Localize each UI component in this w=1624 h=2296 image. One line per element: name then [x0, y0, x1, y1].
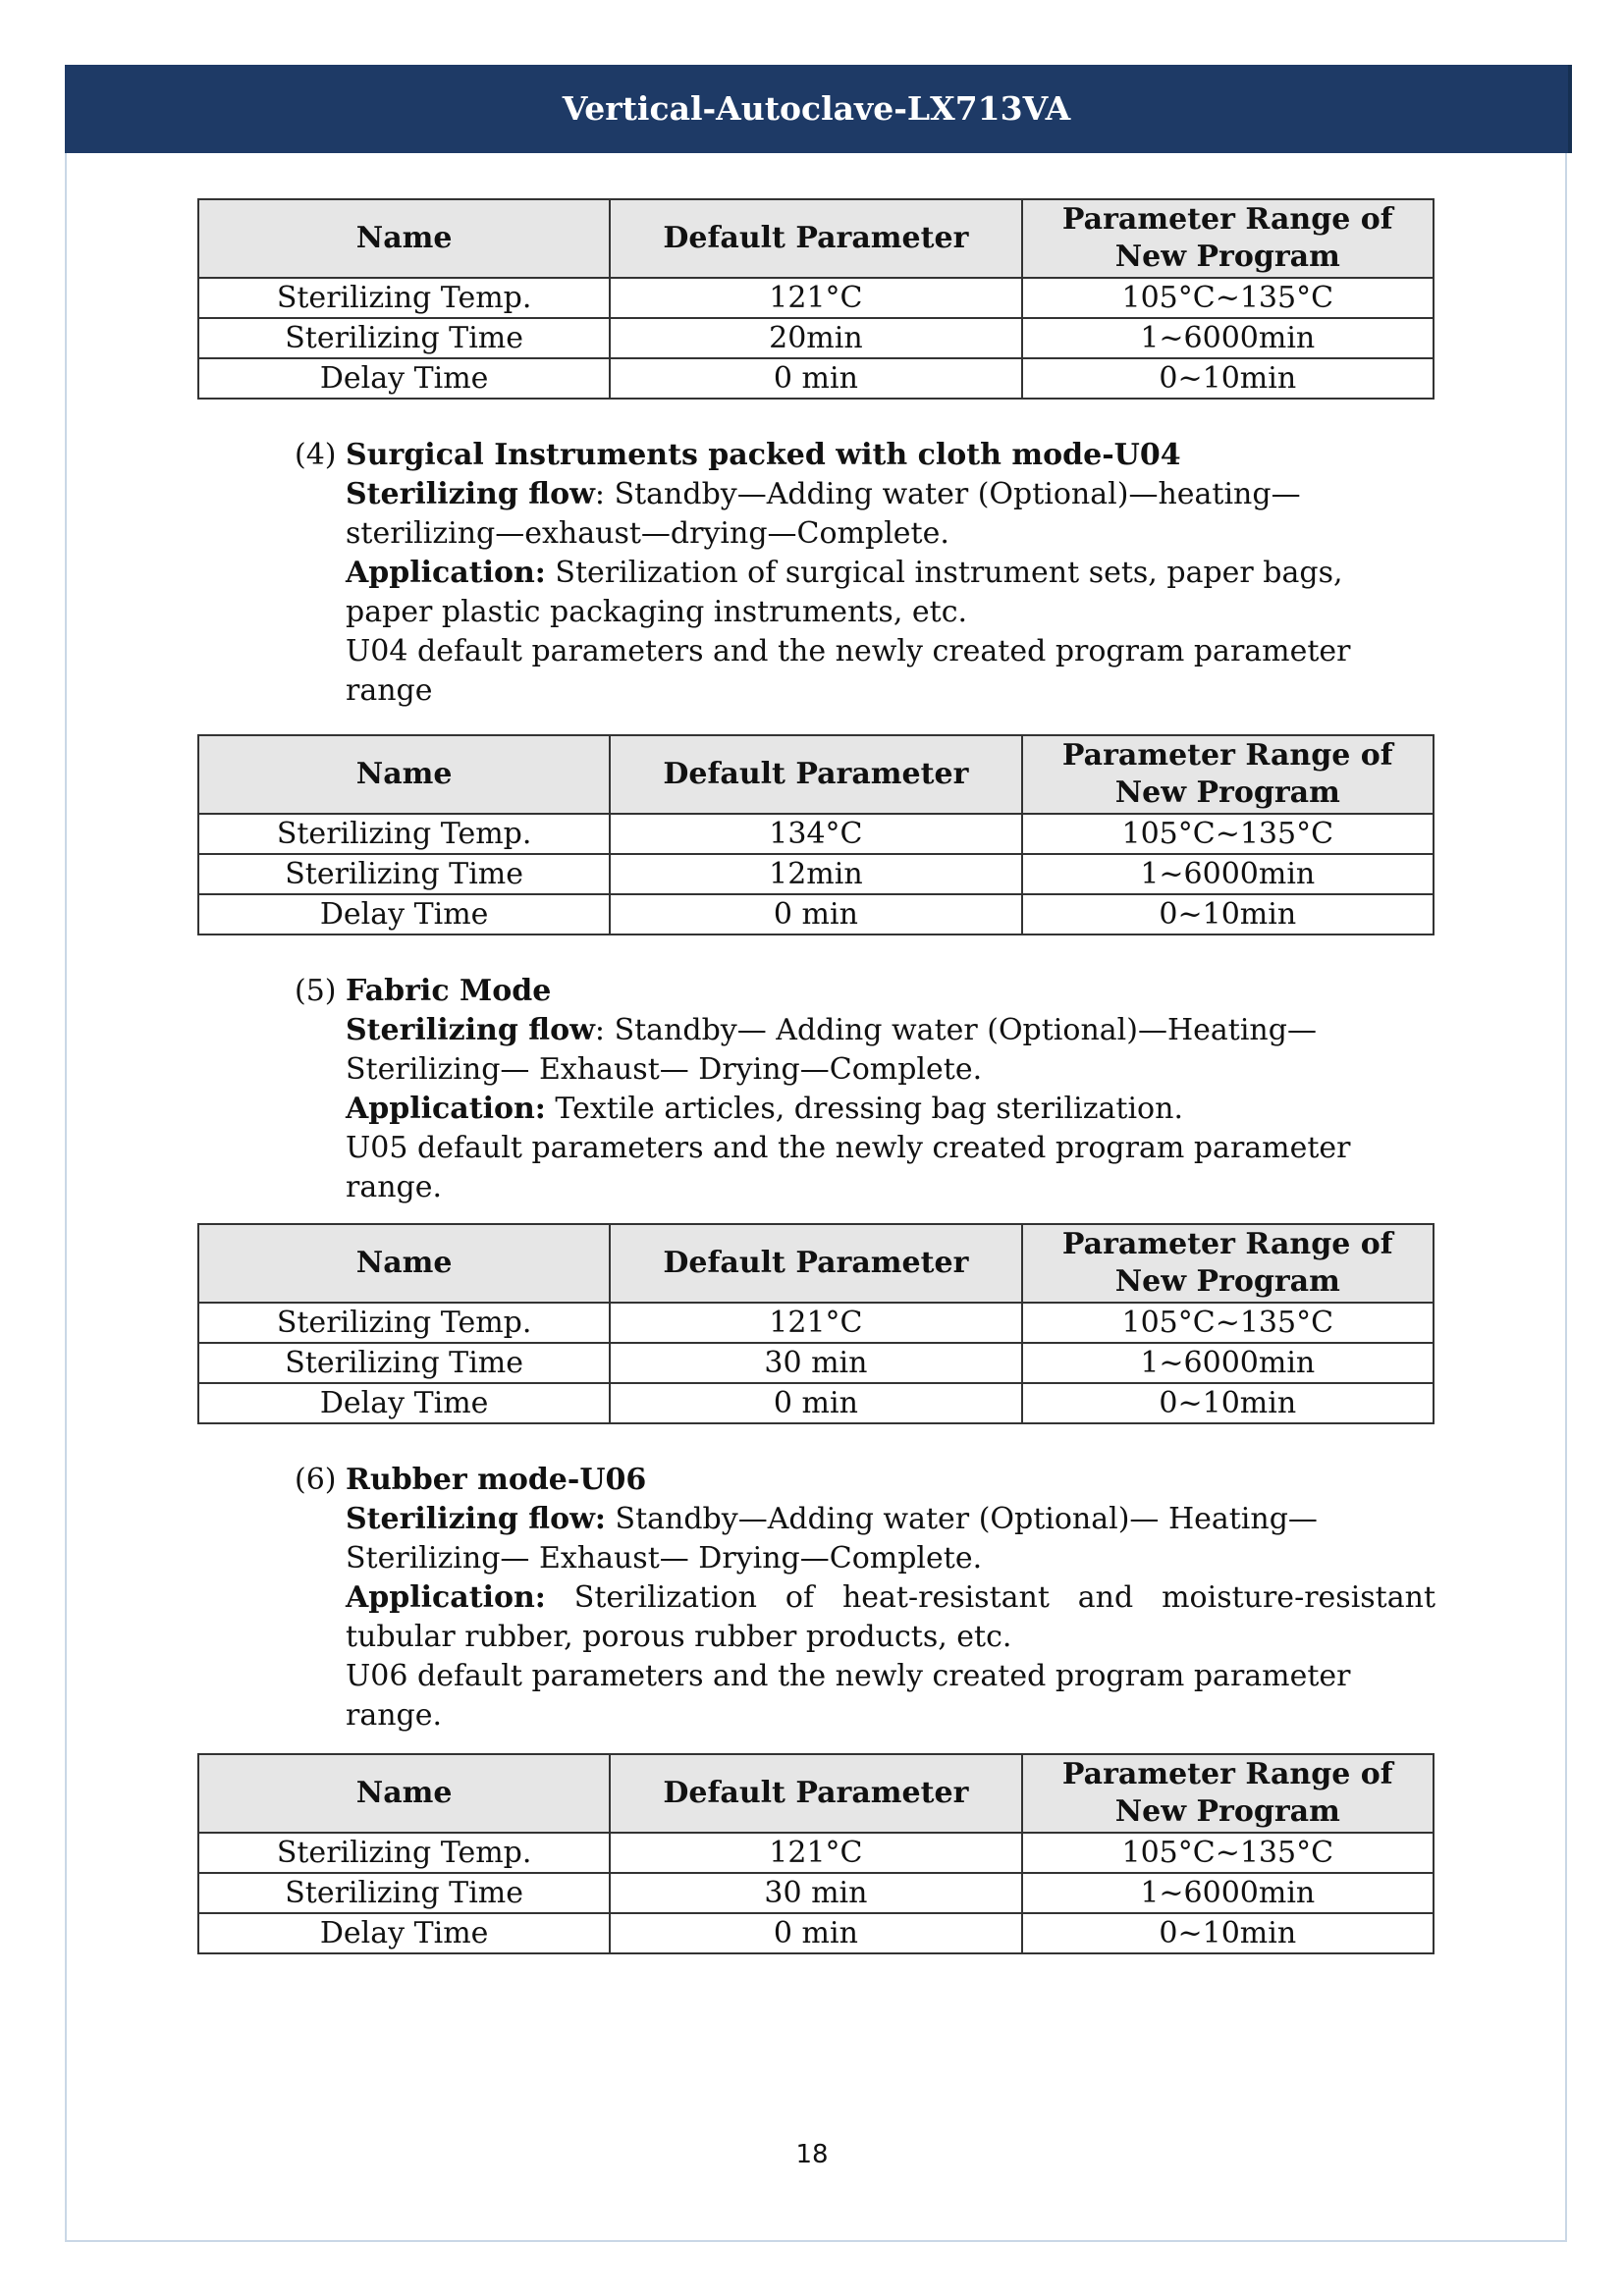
parameter-table — [197, 198, 1435, 400]
flow-label: Sterilizing flow — [346, 477, 595, 511]
parameter-table — [197, 1753, 1435, 1954]
document-title: Vertical-Autoclave-LX713VA — [562, 89, 1071, 128]
table-header-row — [198, 1224, 1434, 1303]
range-note: U06 default parameters and the newly created program parameter range. — [346, 1659, 1351, 1733]
table-cell: Sterilizing Time — [198, 1873, 610, 1913]
parameter-table — [197, 1223, 1435, 1424]
column-header: Name — [198, 1224, 610, 1303]
column-header: Default Parameter — [610, 1224, 1021, 1303]
column-header: Parameter Range of New Program — [1022, 199, 1434, 278]
table-cell: 0 min — [610, 1383, 1021, 1423]
column-header: Name — [198, 735, 610, 814]
application-label: Application: — [346, 1580, 546, 1615]
application — [346, 554, 1435, 632]
table-cell: 1~6000min — [1022, 1343, 1434, 1383]
flow-text: : Standby— Adding water (Optional)—Heating—Sterilizing— Exhaust— Drying—Complete. — [346, 1013, 1317, 1087]
section-heading — [295, 1461, 1435, 1500]
range-note: U04 default parameters and the newly created program parameter range — [346, 634, 1351, 708]
table-cell: Sterilizing Time — [198, 318, 610, 358]
table-cell: 1~6000min — [1022, 1873, 1434, 1913]
application-label: Application: — [346, 1092, 546, 1126]
table-cell: Sterilizing Time — [198, 854, 610, 894]
column-header: Name — [198, 199, 610, 278]
column-header: Parameter Range of New Program — [1022, 735, 1434, 814]
table-cell: 0~10min — [1022, 1383, 1434, 1423]
table-cell: 0~10min — [1022, 1913, 1434, 1953]
column-header: Name — [198, 1754, 610, 1833]
table-cell: 105°C~135°C — [1022, 278, 1434, 318]
table-row — [198, 814, 1434, 854]
application — [346, 1578, 1435, 1657]
table-cell: 134°C — [610, 814, 1021, 854]
table-header-row — [198, 735, 1434, 814]
sterilizing-flow — [346, 475, 1435, 554]
table-row — [198, 894, 1434, 934]
table-cell: 12min — [610, 854, 1021, 894]
table-row — [198, 278, 1434, 318]
table-row — [198, 318, 1434, 358]
mode-section-u05 — [295, 972, 1435, 1207]
flow-text: : Standby—Adding water (Optional)—heating—sterilizing—exhaust—drying—Complete. — [346, 477, 1301, 551]
table-cell: 121°C — [610, 278, 1021, 318]
table-cell: 0 min — [610, 894, 1021, 934]
section-title: Rubber mode-U06 — [346, 1463, 647, 1497]
section-number: (6) — [295, 1463, 337, 1497]
table-row — [198, 1913, 1434, 1953]
table-header-row — [198, 199, 1434, 278]
table-cell: 105°C~135°C — [1022, 1303, 1434, 1343]
flow-text: Standby—Adding water (Optional)— Heating—Sterilizing— Exhaust— Drying—Complete. — [346, 1502, 1318, 1575]
table-cell: 105°C~135°C — [1022, 1833, 1434, 1873]
table-row — [198, 1343, 1434, 1383]
parameter-table — [197, 734, 1435, 935]
application — [346, 1090, 1435, 1129]
column-header: Default Parameter — [610, 735, 1021, 814]
column-header: Default Parameter — [610, 199, 1021, 278]
table-cell: Sterilizing Temp. — [198, 278, 610, 318]
table-cell: 0~10min — [1022, 358, 1434, 399]
flow-label: Sterilizing flow: — [346, 1502, 606, 1536]
table-cell: 30 min — [610, 1343, 1021, 1383]
page-header-banner — [65, 65, 1572, 153]
table-cell: Sterilizing Temp. — [198, 1303, 610, 1343]
application-text: Sterilization of surgical instrument sets, paper bags, paper plastic packaging instruments, etc. — [346, 556, 1343, 629]
column-header: Default Parameter — [610, 1754, 1021, 1833]
section-number: (5) — [295, 974, 337, 1008]
column-header: Parameter Range of New Program — [1022, 1224, 1434, 1303]
table-cell: 20min — [610, 318, 1021, 358]
table-cell: Delay Time — [198, 1913, 610, 1953]
table-header-row — [198, 1754, 1434, 1833]
table-cell: 0 min — [610, 358, 1021, 399]
table-cell: Sterilizing Temp. — [198, 1833, 610, 1873]
sterilizing-flow — [346, 1500, 1435, 1578]
table-cell: Sterilizing Time — [198, 1343, 610, 1383]
table-cell: 30 min — [610, 1873, 1021, 1913]
table-cell: Sterilizing Temp. — [198, 814, 610, 854]
column-header: Parameter Range of New Program — [1022, 1754, 1434, 1833]
table-cell: Delay Time — [198, 358, 610, 399]
table-row — [198, 1383, 1434, 1423]
table-cell: 0 min — [610, 1913, 1021, 1953]
table-row — [198, 1833, 1434, 1873]
table-row — [198, 1873, 1434, 1913]
table-cell: 121°C — [610, 1303, 1021, 1343]
table-cell: 105°C~135°C — [1022, 814, 1434, 854]
mode-section-u04 — [295, 436, 1435, 711]
flow-label: Sterilizing flow — [346, 1013, 595, 1047]
table-cell: 1~6000min — [1022, 854, 1434, 894]
page-number: 18 — [795, 2140, 829, 2169]
application-label: Application: — [346, 556, 546, 590]
section-title: Fabric Mode — [346, 974, 552, 1008]
section-number: (4) — [295, 438, 337, 472]
section-title: Surgical Instruments packed with cloth mode-U04 — [346, 438, 1181, 472]
application-text: Textile articles, dressing bag sterilization. — [545, 1092, 1183, 1126]
table-cell: 121°C — [610, 1833, 1021, 1873]
table-row — [198, 854, 1434, 894]
section-heading — [295, 972, 1435, 1011]
table-cell: Delay Time — [198, 1383, 610, 1423]
table-cell: 1~6000min — [1022, 318, 1434, 358]
range-note: U05 default parameters and the newly created program parameter range. — [346, 1131, 1351, 1204]
mode-section-u06 — [295, 1461, 1435, 1735]
table-cell: 0~10min — [1022, 894, 1434, 934]
section-heading — [295, 436, 1435, 475]
table-row — [198, 1303, 1434, 1343]
table-cell: Delay Time — [198, 894, 610, 934]
sterilizing-flow — [346, 1011, 1435, 1090]
table-row — [198, 358, 1434, 399]
application-text: Sterilization of heat-resistant and moisture-resistant tubular rubber, porous rubber products, etc. — [346, 1580, 1435, 1654]
